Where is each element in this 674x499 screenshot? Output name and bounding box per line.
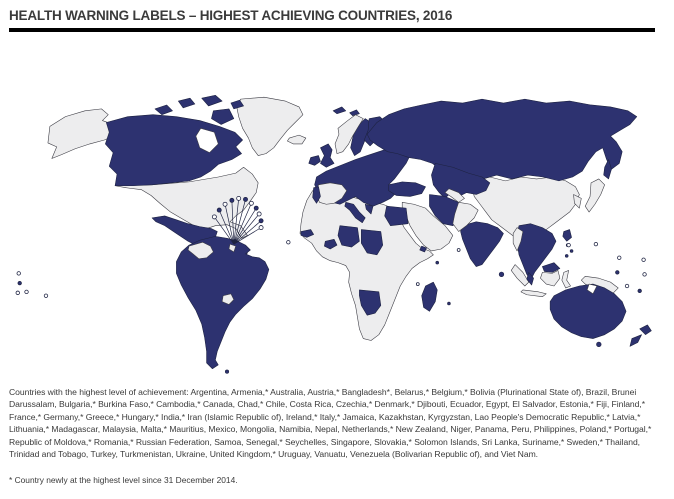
island-dot	[17, 272, 21, 276]
country-indonesia-java	[521, 290, 546, 297]
canada-arctic-island	[155, 105, 173, 115]
country-greenland	[237, 97, 303, 155]
island-tasmania	[596, 342, 601, 347]
callout-island-marker	[249, 201, 253, 205]
country-iceland	[287, 135, 305, 144]
island-dot	[16, 291, 20, 295]
island-dot-fiji	[18, 281, 22, 285]
title-rule	[9, 28, 655, 32]
callout-island-marker	[217, 208, 221, 212]
island-seychelles	[436, 261, 439, 264]
canada-arctic-island	[211, 109, 233, 125]
callout-island-marker	[212, 215, 216, 219]
island-dot	[457, 249, 460, 252]
continent-south-america	[176, 236, 268, 368]
footnote: * Country newly at the highest level since 31 December 2014.	[9, 475, 238, 486]
country-ireland	[309, 156, 321, 166]
island-dot	[618, 256, 622, 260]
country-indonesia-borneo	[540, 270, 559, 286]
country-philippines-island	[565, 254, 568, 257]
world-map-figure	[9, 46, 665, 381]
world-choropleth-map	[9, 46, 665, 381]
callout-island-marker	[254, 206, 258, 210]
island-dot	[287, 240, 291, 244]
country-list-caption: Countries with the highest level of achievement: Argentina, Armenia,* Australia, Austria,* Bangladesh*, Belarus,* Belgium,* Bolivia (Plurinational State of), Brazil, Brunei Darussalam, Bulgaria,* Burkina Faso,* Cambodia,* Canada, Chad,* Chile, Costa Rica, Czechia,* Denmark,* Djibouti, Ecuador, Egypt, El Salvador, Estonia,* Fiji, Finland,* France,* Germany,* Greece,* Hungary,* India,* Iran (Islamic Republic of), Ireland,* Italy,* Jamaica, Kazakhstan, Kyrgyzstan, Lao People's Democratic Republic,* Latvia,* Lithuania,* Madagascar, Malaysia, Malta,* Mauritius, Mexico, Mongolia, Namibia, Nepal, Netherlands,* New Zealand, Niger, Panama, Peru, Philippines, Poland,* Portugal,* Republic of Moldova,* Romania,* Russian Federation, Samoa, Senegal,* Seychelles, Singapore, Slovakia,* Solomon Islands, Sri Lanka, Suriname,* Sweden,* Thailand, Trinidad and Tobago, Turkey, Turkmenistan, Ukraine, United Kingdom,* Uruguay, Vanuatu, Venezuela (Bolivarian Republic of), and Viet Nam.	[9, 387, 652, 460]
country-south-korea	[574, 195, 582, 209]
island-dot	[642, 258, 646, 262]
island-svalbard	[333, 107, 346, 114]
canada-arctic-island	[202, 95, 222, 106]
country-madagascar	[422, 282, 438, 311]
country-new-zealand-south	[630, 335, 642, 347]
island-dot	[44, 294, 48, 298]
country-australia	[550, 284, 626, 339]
island-dot	[567, 243, 571, 247]
island-dot-vanuatu	[638, 289, 642, 293]
callout-island-marker	[243, 197, 247, 201]
callout-island-marker	[223, 202, 227, 206]
island-dot	[594, 242, 598, 246]
canada-arctic-island	[178, 98, 195, 108]
country-indonesia-sulawesi	[562, 270, 571, 288]
island-falklands	[225, 370, 229, 374]
island-dot	[25, 290, 29, 294]
island-dot	[625, 284, 629, 288]
country-russia	[367, 99, 637, 183]
country-philippines-island	[570, 250, 573, 253]
country-japan	[585, 179, 604, 212]
island-dot	[416, 283, 419, 286]
country-turkey	[389, 182, 426, 197]
country-philippines	[563, 230, 572, 242]
island-dot	[643, 273, 647, 277]
callout-island-marker	[237, 196, 241, 200]
country-canada	[105, 115, 242, 186]
country-niger	[338, 226, 359, 247]
country-india	[461, 222, 504, 267]
country-united-kingdom	[320, 144, 334, 167]
island-sri-lanka	[499, 272, 504, 277]
callout-island-marker	[257, 212, 261, 216]
island-svalbard	[350, 110, 360, 116]
country-new-zealand-north	[640, 325, 652, 335]
island-mauritius	[447, 302, 450, 305]
callout-island-marker	[259, 226, 263, 230]
island-dot-solomon	[616, 271, 620, 275]
callout-island-marker	[230, 198, 234, 202]
callout-island-marker	[259, 219, 263, 223]
page-title: HEALTH WARNING LABELS – HIGHEST ACHIEVING COUNTRIES, 2016	[9, 8, 453, 23]
